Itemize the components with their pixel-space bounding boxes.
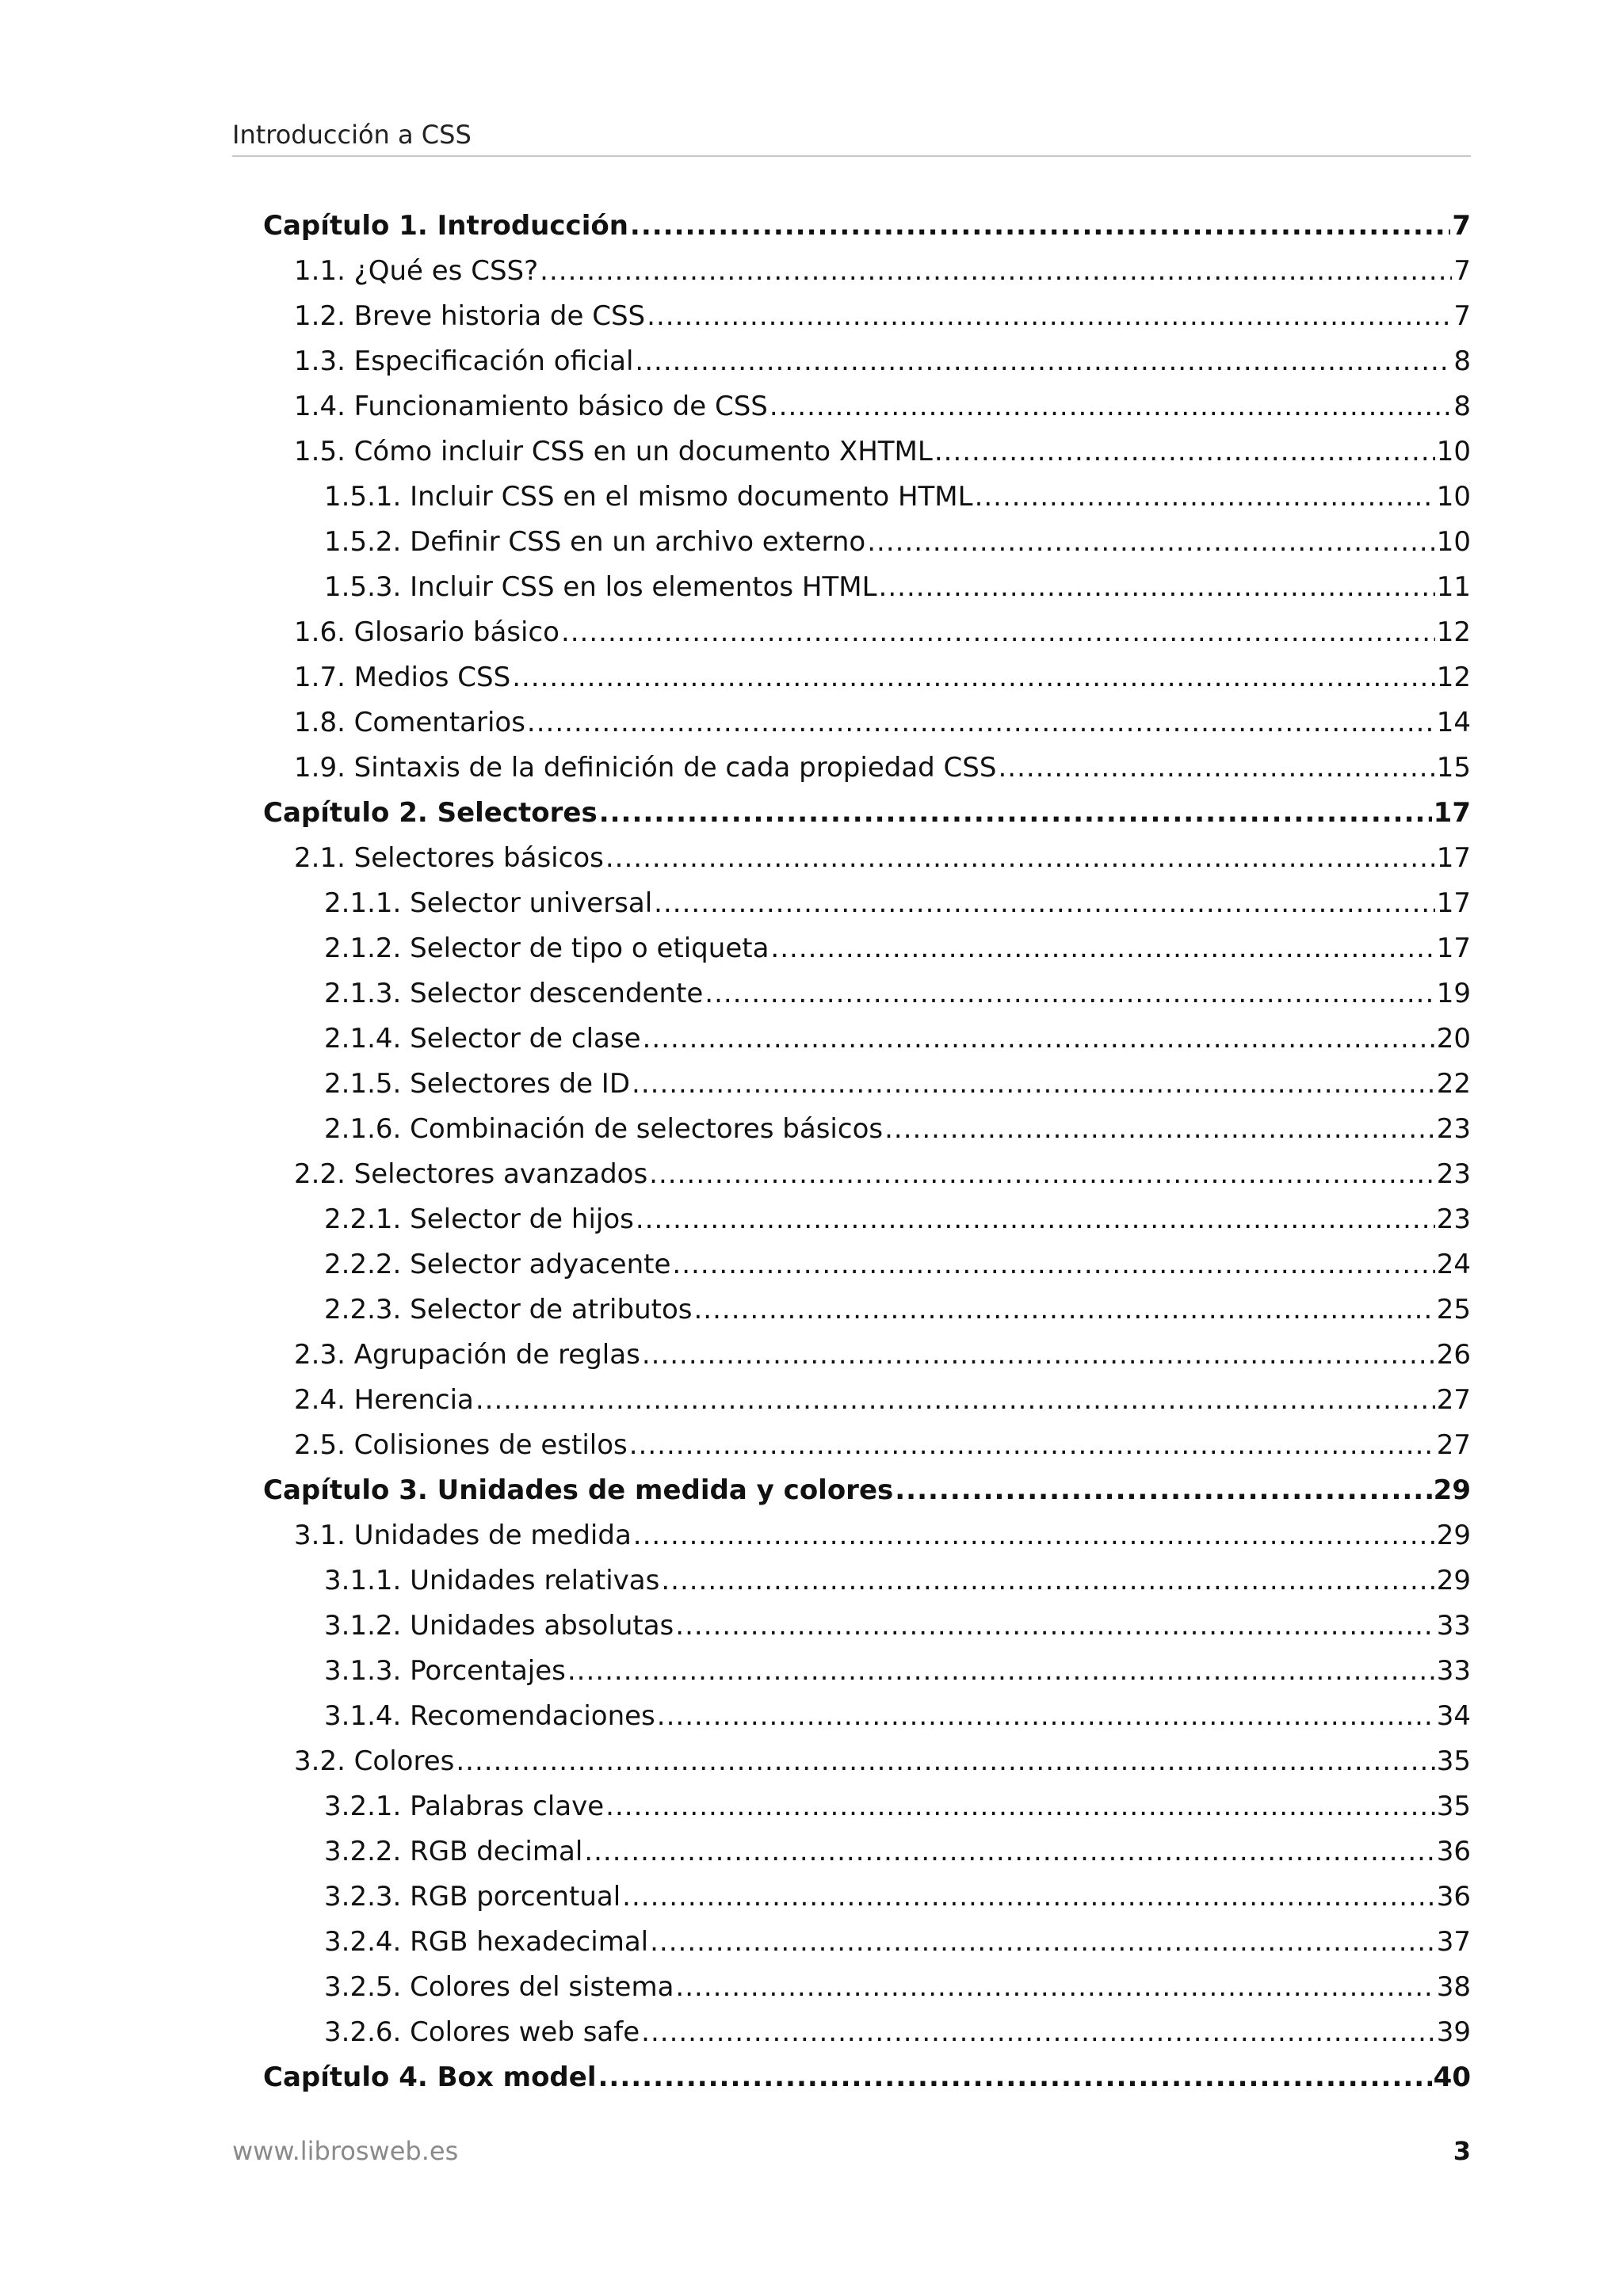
toc-section-entry[interactable] [263,1333,1471,1378]
toc-dot-leader [661,1558,1434,1604]
toc-dot-leader [647,294,1452,339]
toc-dot-leader [641,2010,1435,2055]
toc-section-entry[interactable] [263,1378,1471,1423]
toc-section-entry[interactable] [263,1784,1471,1829]
toc-entry-page: 17 [1436,933,1471,964]
toc-dot-leader [584,1829,1434,1875]
toc-entry-page: 27 [1436,1429,1471,1461]
toc-entry-page: 7 [1453,255,1471,287]
toc-entry-title: 3.1.1. Unidades relativas [324,1565,660,1596]
toc-entry-title: 2.1.6. Combinación de selectores básicos [324,1113,884,1145]
toc-dot-leader [650,1920,1435,1965]
toc-section-entry[interactable] [263,339,1471,384]
toc-section-entry[interactable] [263,836,1471,881]
toc-section-entry[interactable] [263,610,1471,655]
toc-section-entry[interactable] [263,1107,1471,1152]
toc-section-entry[interactable] [263,1604,1471,1649]
toc-entry-page: 33 [1436,1655,1471,1687]
toc-entry-title: 3.2.3. RGB porcentual [324,1881,621,1913]
toc-dot-leader [769,384,1452,429]
toc-entry-title: 1.8. Comentarios [294,707,525,738]
toc-section-entry[interactable] [263,1558,1471,1604]
toc-dot-leader [456,1739,1434,1784]
toc-entry-title: Capítulo 3. Unidades de medida y colores [263,1474,894,1506]
toc-section-entry[interactable] [263,1287,1471,1333]
toc-entry-page: 8 [1453,391,1471,422]
toc-entry-title: 1.5.1. Incluir CSS en el mismo documento HTML [324,481,973,513]
toc-dot-leader [605,1784,1435,1829]
toc-dot-leader [649,1152,1435,1197]
toc-section-entry[interactable] [263,1062,1471,1107]
toc-dot-leader [975,475,1435,520]
toc-entry-page: 8 [1453,345,1471,377]
toc-section-entry[interactable] [263,926,1471,971]
toc-entry-page: 15 [1436,752,1471,784]
toc-dot-leader [654,881,1435,926]
toc-dot-leader [895,1468,1431,1513]
toc-section-entry[interactable] [263,565,1471,610]
toc-section-entry[interactable] [263,971,1471,1016]
toc-dot-leader [879,565,1435,610]
toc-entry-title: 2.2. Selectores avanzados [294,1158,648,1190]
toc-section-entry[interactable] [263,429,1471,475]
toc-dot-leader [599,791,1432,836]
toc-entry-title: 1.1. ¿Qué es CSS? [294,255,539,287]
toc-section-entry[interactable] [263,1920,1471,1965]
toc-entry-title: Capítulo 2. Selectores [263,797,598,829]
toc-dot-leader [635,339,1452,384]
toc-section-entry[interactable] [263,700,1471,746]
toc-section-entry[interactable] [263,1016,1471,1062]
toc-section-entry[interactable] [263,384,1471,429]
toc-entry-page: 17 [1436,842,1471,874]
toc-entry-title: 2.5. Colisiones de estilos [294,1429,628,1461]
toc-entry-title: 1.7. Medios CSS [294,662,511,693]
toc-dot-leader [605,836,1435,881]
toc-entry-title: 2.2.2. Selector adyacente [324,1249,671,1280]
toc-dot-leader [630,204,1450,249]
toc-dot-leader [598,2055,1431,2100]
toc-entry-page: 35 [1436,1745,1471,1777]
toc-entry-title: 1.6. Glosario básico [294,616,559,648]
toc-entry-page: 29 [1436,1520,1471,1551]
toc-entry-title: Capítulo 1. Introducción [263,210,628,242]
toc-chapter-entry[interactable] [263,791,1471,836]
toc-entry-title: 1.5.3. Incluir CSS en los elementos HTML [324,571,877,603]
toc-dot-leader [632,1062,1435,1107]
toc-entry-page: 23 [1436,1203,1471,1235]
toc-entry-page: 19 [1436,978,1471,1009]
toc-dot-leader [998,746,1434,791]
toc-entry-page: 17 [1436,887,1471,919]
toc-section-entry[interactable] [263,655,1471,700]
toc-section-entry[interactable] [263,1513,1471,1558]
toc-section-entry[interactable] [263,1965,1471,2010]
footer-url[interactable]: www.librosweb.es [232,2136,459,2166]
toc-entry-page: 36 [1436,1881,1471,1913]
page-header [232,119,1471,157]
toc-dot-leader [561,610,1435,655]
toc-entry-title: 2.2.3. Selector de atributos [324,1294,693,1325]
table-of-contents [263,204,1471,2100]
page-footer [232,2131,1471,2171]
toc-entry-title: 2.1.2. Selector de tipo o etiqueta [324,933,769,964]
toc-entry-page: 37 [1436,1926,1471,1958]
toc-entry-page: 12 [1436,616,1471,648]
toc-section-entry[interactable] [263,1739,1471,1784]
toc-dot-leader [884,1107,1435,1152]
toc-section-entry[interactable] [263,1829,1471,1875]
toc-entry-title: 3.2.4. RGB hexadecimal [324,1926,649,1958]
toc-chapter-entry[interactable] [263,204,1471,249]
toc-entry-page: 14 [1436,707,1471,738]
toc-dot-leader [657,1694,1435,1739]
toc-dot-leader [636,1197,1435,1242]
toc-entry-title: 1.3. Especificación oficial [294,345,634,377]
toc-entry-page: 40 [1433,2061,1471,2093]
toc-dot-leader [540,249,1452,294]
toc-entry-title: 3.1.2. Unidades absolutas [324,1610,674,1642]
toc-entry-title: 2.1.1. Selector universal [324,887,653,919]
toc-entry-title: 3.2. Colores [294,1745,455,1777]
toc-dot-leader [770,926,1434,971]
toc-entry-title: 2.4. Herencia [294,1384,474,1416]
toc-section-entry[interactable] [263,881,1471,926]
toc-entry-title: 3.1. Unidades de medida [294,1520,632,1551]
toc-section-entry[interactable] [263,1423,1471,1468]
toc-section-entry[interactable] [263,1242,1471,1287]
toc-dot-leader [633,1513,1435,1558]
toc-section-entry[interactable] [263,2010,1471,2055]
toc-chapter-entry[interactable] [263,2055,1471,2100]
toc-dot-leader [512,655,1435,700]
toc-entry-page: 29 [1433,1474,1471,1506]
toc-dot-leader [867,520,1435,565]
toc-section-entry[interactable] [263,294,1471,339]
toc-dot-leader [934,429,1435,475]
toc-entry-title: 3.1.3. Porcentajes [324,1655,566,1687]
toc-entry-page: 7 [1452,210,1471,242]
toc-entry-page: 10 [1436,436,1471,467]
toc-entry-page: 12 [1436,662,1471,693]
toc-entry-page: 29 [1436,1565,1471,1596]
toc-entry-title: 2.1.5. Selectores de ID [324,1068,631,1100]
toc-entry-title: 2.1.3. Selector descendente [324,978,704,1009]
toc-entry-page: 39 [1436,2016,1471,2048]
toc-entry-title: Capítulo 4. Box model [263,2061,597,2093]
toc-dot-leader [629,1423,1435,1468]
toc-entry-page: 36 [1436,1836,1471,1867]
toc-entry-title: 2.2.1. Selector de hijos [324,1203,634,1235]
toc-dot-leader [527,700,1435,746]
toc-entry-page: 27 [1436,1384,1471,1416]
toc-entry-title: 1.4. Funcionamiento básico de CSS [294,391,768,422]
toc-entry-title: 1.5.2. Definir CSS en un archivo externo [324,526,866,558]
toc-entry-page: 23 [1436,1113,1471,1145]
toc-entry-page: 35 [1436,1791,1471,1822]
page-number: 3 [1453,2136,1471,2166]
toc-entry-page: 10 [1436,481,1471,513]
toc-dot-leader [672,1242,1434,1287]
toc-section-entry[interactable] [263,1197,1471,1242]
toc-section-entry[interactable] [263,249,1471,294]
toc-entry-page: 24 [1436,1249,1471,1280]
toc-section-entry[interactable] [263,1694,1471,1739]
toc-dot-leader [567,1649,1435,1694]
toc-entry-title: 3.2.5. Colores del sistema [324,1971,674,2003]
toc-entry-title: 1.5. Cómo incluir CSS en un documento XHTML [294,436,933,467]
toc-entry-page: 34 [1436,1700,1471,1732]
toc-entry-title: 3.2.6. Colores web safe [324,2016,640,2048]
toc-entry-title: 3.2.2. RGB decimal [324,1836,583,1867]
toc-dot-leader [675,1604,1434,1649]
toc-section-entry[interactable] [263,520,1471,565]
toc-entry-page: 22 [1436,1068,1471,1100]
toc-dot-leader [705,971,1434,1016]
toc-dot-leader [622,1875,1435,1920]
toc-entry-page: 17 [1433,797,1471,829]
toc-entry-page: 11 [1436,571,1471,603]
toc-dot-leader [475,1378,1435,1423]
toc-entry-title: 2.3. Agrupación de reglas [294,1339,640,1371]
toc-entry-page: 38 [1436,1971,1471,2003]
toc-entry-title: 2.1. Selectores básicos [294,842,604,874]
toc-entry-page: 33 [1436,1610,1471,1642]
toc-entry-page: 26 [1436,1339,1471,1371]
toc-dot-leader [643,1016,1435,1062]
toc-dot-leader [642,1333,1435,1378]
toc-entry-title: 2.1.4. Selector de clase [324,1023,641,1055]
toc-chapter-entry[interactable] [263,1468,1471,1513]
toc-section-entry[interactable] [263,746,1471,791]
document-title: Introducción a CSS [232,120,472,150]
toc-entry-title: 1.9. Sintaxis de la definición de cada propiedad CSS [294,752,997,784]
toc-section-entry[interactable] [263,1649,1471,1694]
toc-dot-leader [675,1965,1434,2010]
toc-section-entry[interactable] [263,1152,1471,1197]
toc-dot-leader [693,1287,1434,1333]
toc-entry-page: 23 [1436,1158,1471,1190]
toc-section-entry[interactable] [263,1875,1471,1920]
toc-entry-page: 25 [1436,1294,1471,1325]
toc-entry-page: 20 [1436,1023,1471,1055]
toc-entry-title: 3.1.4. Recomendaciones [324,1700,655,1732]
toc-entry-title: 3.2.1. Palabras clave [324,1791,605,1822]
toc-entry-page: 7 [1453,300,1471,332]
toc-entry-title: 1.2. Breve historia de CSS [294,300,646,332]
toc-entry-page: 10 [1436,526,1471,558]
toc-section-entry[interactable] [263,475,1471,520]
